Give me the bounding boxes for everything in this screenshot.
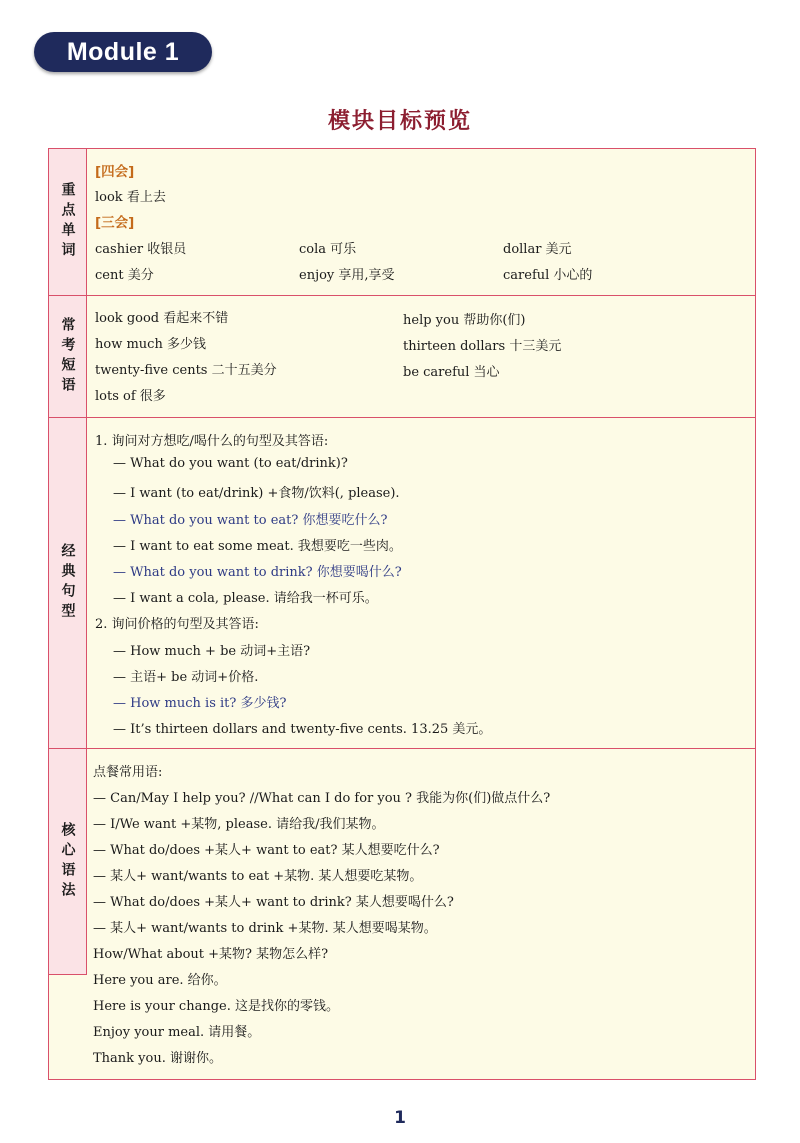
sentence-line: — What do you want (to eat/drink)?	[113, 456, 348, 471]
word-item: careful 小心的	[503, 268, 593, 283]
preview-table	[48, 148, 756, 1080]
page-title: 模块目标预览	[327, 109, 472, 134]
section-grammar	[49, 749, 755, 1079]
section-label: 常考短语	[49, 296, 87, 417]
grammar-line: Thank you. 谢谢你。	[93, 1051, 222, 1066]
sentence-line: — 主语+ be 动词+价格.	[113, 670, 259, 685]
word-item: look 看上去	[95, 190, 166, 205]
sentence-line: — How much is it? 多少钱?	[113, 696, 287, 711]
sentence-line: — What do you want to drink? 你想要喝什么?	[113, 565, 402, 580]
sentence-line: — How much + be 动词+主语?	[113, 644, 311, 659]
phrase-item: lots of 很多	[95, 389, 166, 404]
grammar-line: — Can/May I help you? //What can I do for you ? 我能为你(们)做点什么?	[93, 791, 551, 806]
grammar-line: How/What about +某物? 某物怎么样?	[93, 947, 329, 962]
word-item: enjoy 享用,享受	[299, 268, 395, 283]
word-item: dollar 美元	[503, 242, 572, 257]
grammar-line: — I/We want +某物, please. 请给我/我们某物。	[93, 817, 385, 832]
sentence-heading: 2. 询问价格的句型及其答语:	[95, 617, 259, 632]
phrase-item: look good 看起来不错	[95, 311, 229, 326]
section-label: 经典句型	[49, 418, 87, 748]
word-item: cashier 收银员	[95, 242, 187, 257]
grammar-line: — What do/does +某人+ want to drink? 某人想要喝什么?	[93, 895, 454, 910]
section-sentences	[49, 418, 755, 749]
grammar-heading: 点餐常用语:	[93, 765, 163, 780]
tag-three-skill: [三会]	[95, 215, 135, 231]
module-badge: Module 1	[34, 32, 212, 72]
page-number: 1	[394, 1108, 406, 1128]
section-label: 核心语法	[49, 749, 87, 975]
grammar-line: Enjoy your meal. 请用餐。	[93, 1025, 261, 1040]
phrase-item: thirteen dollars 十三美元	[403, 339, 562, 354]
sentence-line: — It’s thirteen dollars and twenty-five cents. 13.25 美元。	[113, 722, 492, 737]
phrase-item: twenty-five cents 二十五美分	[95, 363, 277, 378]
sentence-line: — I want to eat some meat. 我想要吃一些肉。	[113, 539, 402, 554]
grammar-line: Here is your change. 这是找你的零钱。	[93, 999, 339, 1014]
section-phrases	[49, 296, 755, 418]
section-label: 重点单词	[49, 149, 87, 295]
sentence-heading: 1. 询问对方想吃/喝什么的句型及其答语:	[95, 434, 329, 449]
phrase-item: help you 帮助你(们)	[403, 313, 526, 328]
grammar-line: — 某人+ want/wants to eat +某物. 某人想要吃某物。	[93, 869, 423, 884]
sentence-line: — I want a cola, please. 请给我一杯可乐。	[113, 591, 378, 606]
sentence-line: — I want (to eat/drink) +食物/饮料(, please).	[113, 486, 400, 501]
section-key-words	[49, 149, 755, 296]
grammar-line: — What do/does +某人+ want to eat? 某人想要吃什么?	[93, 843, 440, 858]
phrase-item: be careful 当心	[403, 365, 500, 380]
grammar-line: Here you are. 给你。	[93, 973, 227, 988]
phrase-item: how much 多少钱	[95, 337, 206, 352]
grammar-line: — 某人+ want/wants to drink +某物. 某人想要喝某物。	[93, 921, 437, 936]
tag-four-skill: [四会]	[95, 164, 135, 180]
word-item: cola 可乐	[299, 242, 357, 257]
word-item: cent 美分	[95, 268, 154, 283]
sentence-line: — What do you want to eat? 你想要吃什么?	[113, 513, 388, 528]
